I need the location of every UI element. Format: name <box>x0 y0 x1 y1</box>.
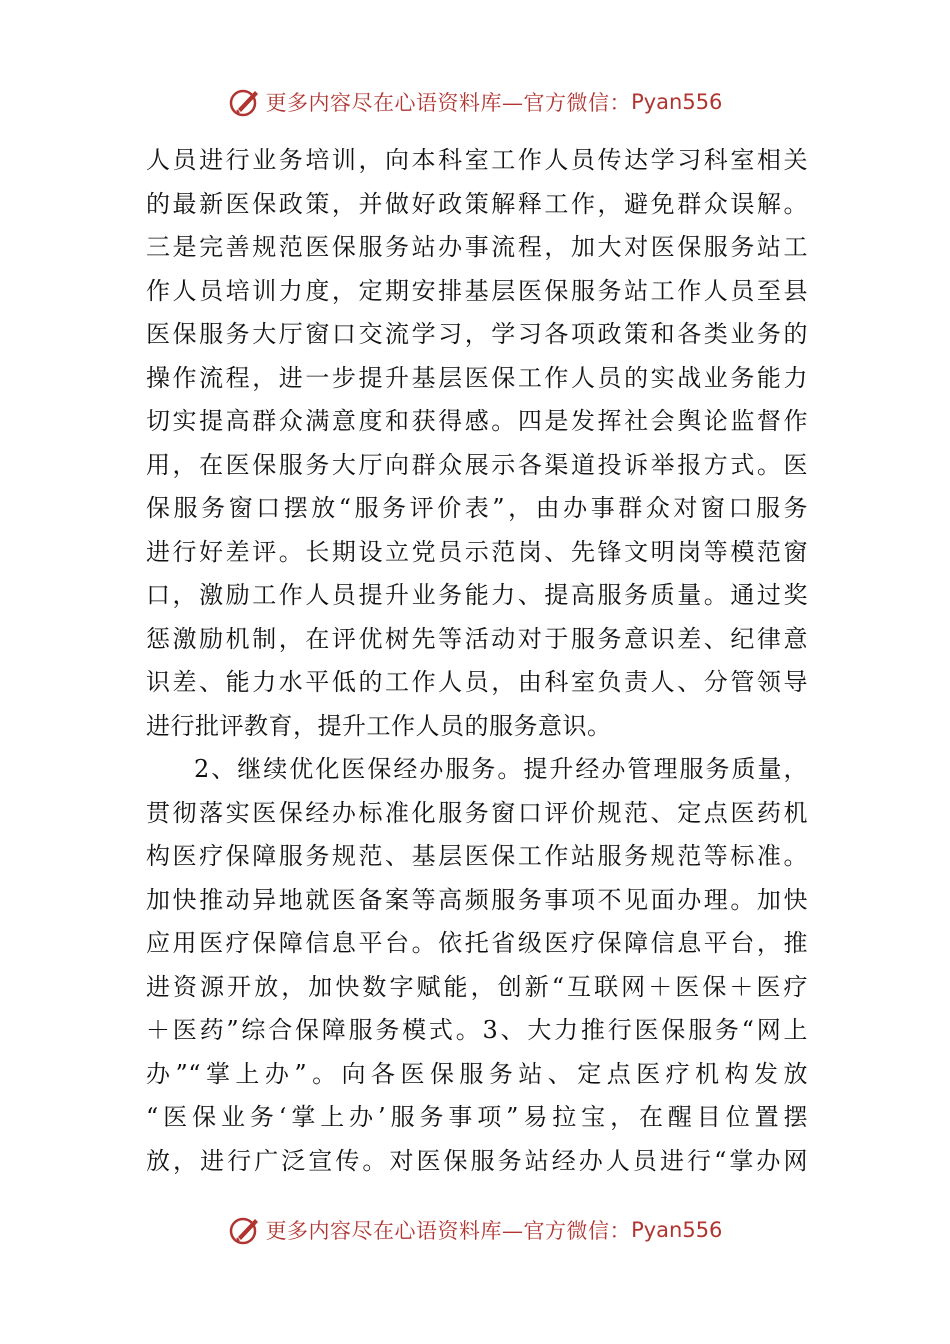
text-line: 进行好差评。长期设立党员示范岗、先锋文明岗等模范窗 <box>146 537 808 566</box>
text-line: 应用医疗保障信息平台。依托省级医疗保障信息平台，推 <box>146 929 808 957</box>
watermark-header <box>0 82 950 122</box>
watermark-text: 更多内容尽在心语资料库—官方微信： <box>265 1219 632 1243</box>
text-line: 办”“掌上办”。向各医保服务站、定点医疗机构发放 <box>146 1059 808 1088</box>
text-line: 惩激励机制，在评优树先等活动对于服务意识差、纪律意 <box>146 624 808 653</box>
pen-circle-logo-icon <box>228 85 262 119</box>
text-line: 进行批评教育，提升工作人员的服务意识。 <box>146 711 612 740</box>
text-line: 作人员培训力度，定期安排基层医保服务站工作人员至县 <box>146 276 808 305</box>
watermark-text: 更多内容尽在心语资料库—官方微信： <box>265 91 632 115</box>
text-line: 口，激励工作人员提升业务能力、提高服务质量。通过奖 <box>146 581 808 609</box>
text-line: 识差、能力水平低的工作人员，由科室负责人、分管领导 <box>146 668 808 696</box>
text-line: 构医疗保障服务规范、基层医保工作站服务规范等标准。 <box>146 842 808 870</box>
text-line: ＋医药”综合保障服务模式。3、大力推行医保服务“网上 <box>146 1016 808 1044</box>
watermark-wechat-id: Pyan556 <box>631 1218 723 1242</box>
pen-circle-logo-icon <box>228 1213 262 1247</box>
text-line: 三是完善规范医保服务站办事流程，加大对医保服务站工 <box>146 233 808 261</box>
text-line: 放，进行广泛宣传。对医保服务站经办人员进行“掌办网 <box>146 1146 808 1175</box>
text-line: 的最新医保政策，并做好政策解释工作，避免群众误解。 <box>146 189 808 218</box>
text-line: 切实提高群众满意度和获得感。四是发挥社会舆论监督作 <box>146 407 808 435</box>
paragraph-start-line: 2、继续优化医保经办服务。提升经办管理服务质量， <box>194 755 808 783</box>
text-line: “医保业务‘掌上办’服务事项”易拉宝，在醒目位置摆 <box>146 1103 808 1131</box>
text-line: 医保服务大厅窗口交流学习，学习各项政策和各类业务的 <box>146 320 808 348</box>
text-line: 保服务窗口摆放“服务评价表”，由办事群众对窗口服务 <box>146 494 808 522</box>
text-line: 用，在医保服务大厅向群众展示各渠道投诉举报方式。医 <box>146 450 808 479</box>
watermark-wechat-id: Pyan556 <box>631 90 723 114</box>
document-body <box>146 139 808 1183</box>
text-line: 人员进行业务培训，向本科室工作人员传达学习科室相关 <box>146 146 808 174</box>
text-line: 进资源开放，加快数字赋能，创新“互联网＋医保＋医疗 <box>146 972 808 1001</box>
watermark-footer <box>0 1210 950 1250</box>
text-line: 加快推动异地就医备案等高频服务事项不见面办理。加快 <box>146 885 808 914</box>
text-line: 贯彻落实医保经办标准化服务窗口评价规范、定点医药机 <box>146 798 808 827</box>
text-line: 操作流程，进一步提升基层医保工作人员的实战业务能力 <box>146 363 808 392</box>
